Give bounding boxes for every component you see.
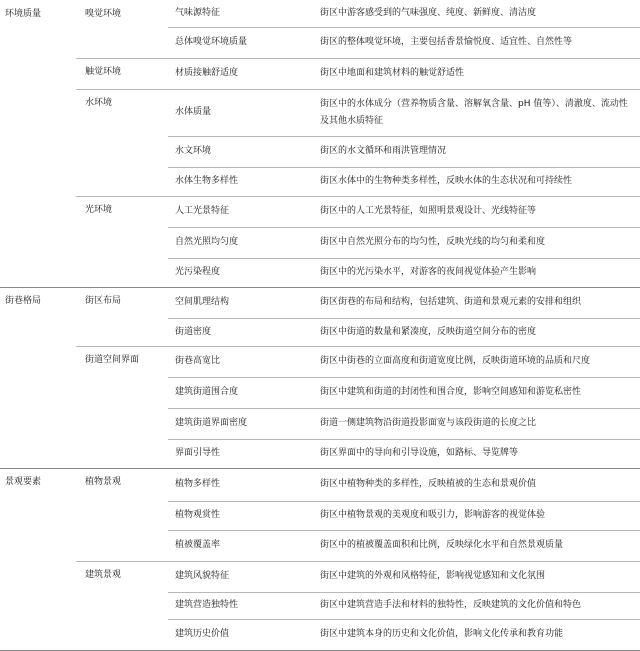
indicator-cell: 建筑街道围合度 [175,387,239,397]
indicator-cell: 气味源特征 [175,8,221,18]
subcategory-cell: 嗅觉环境 [85,9,122,19]
table-row [0,439,640,468]
category-cell: 景观要素 [5,477,42,487]
description-cell: 街区中建筑的外观和风格特征，影响视觉感知和文化氛围 [320,571,546,581]
table-row [0,592,640,619]
indicator-cell: 光污染程度 [175,267,221,277]
indicator-cell: 水体生物多样性 [175,176,239,186]
table-row [0,318,640,346]
subcategory-cell: 水环境 [85,98,113,108]
description-cell: 街区中街巷的立面高度和街道宽度比例，反映街道环境的品质和尺度 [320,356,591,366]
indicator-cell: 空间肌理结构 [175,297,230,307]
description-cell: 街区中的植被覆盖面积和比例，反映绿化水平和自然景观质量 [320,540,564,550]
subcategory-cell: 街道空间界面 [85,355,140,365]
indicator-cell: 植被覆盖率 [175,540,221,550]
indicator-cell: 材质接触舒适度 [175,68,239,78]
table-row [0,501,640,530]
table-row [0,0,640,27]
indicator-cell: 总体嗅觉环境质量 [175,37,248,47]
description-cell: 街区界面中的导向和引导设施，如路标、导览牌等 [320,448,519,458]
description-cell: 街区街巷的布局和结构，包括建筑、街道和景观元素的安排和组织 [320,297,582,307]
table-row [0,58,640,89]
indicator-cell: 街道密度 [175,326,212,337]
description-cell: 街区的整体嗅觉环境，主要包括香景愉悦度、适宜性、自然性等 [320,37,573,47]
table-row [0,287,640,318]
table-row [0,136,640,167]
description-cell: 街区的水文循环和雨洪管理情况 [320,146,447,156]
table-row [0,346,640,377]
subcategory-cell: 光环境 [85,205,113,215]
table-row [0,468,640,501]
table-row [0,530,640,561]
table-row [0,377,640,408]
table-row [0,408,640,439]
indicator-cell: 水文环境 [175,146,212,156]
description-cell: 街区中的水体成分（营养物质含量、溶解氧含量、pH 值等）、清澈度、流动性及其他水质特征 [320,98,628,126]
indicator-cell: 水体质量 [175,107,212,117]
indicator-cell: 建筑营造独特性 [175,600,239,610]
description-cell: 街区水体中的生物种类多样性，反映水体的生态状况和可持续性 [320,176,573,186]
indicator-cell: 自然光照均匀度 [175,237,239,247]
table-row [0,258,640,287]
subcategory-cell: 触觉环境 [85,67,122,77]
table-row [0,89,640,136]
description-cell: 街区中植物景观的美观度和吸引力，影响游客的视觉体验 [320,510,546,520]
subcategory-cell: 植物景观 [85,477,122,487]
table-row [0,27,640,58]
indicator-cell: 建筑街道界面密度 [175,418,248,428]
description-cell: 街区中建筑和街道的封闭性和围合度，影响空间感知和游览私密性 [320,387,582,397]
description-cell: 街区中的光污染水平，对游客的夜间视觉体验产生影响 [320,267,537,277]
indicator-cell: 建筑历史价值 [175,629,230,639]
indicator-cell: 人工光景特征 [175,206,230,216]
table-row [0,196,640,227]
category-cell: 环境质量 [5,9,42,19]
description-cell: 街区中植物种类的多样性，反映植被的生态和景观价值 [320,479,537,489]
table-row [0,167,640,196]
description-cell: 街区中自然光照分布的均匀性，反映光线的均匀和柔和度 [320,237,546,247]
description-cell: 街区中建筑营造手法和材料的独特性，反映建筑的文化价值和特色 [320,600,582,610]
indicator-cell: 植物多样性 [175,479,221,489]
subcategory-cell: 街区布局 [85,296,122,306]
table-row [0,561,640,592]
subcategory-cell: 建筑景观 [85,570,122,580]
table-row [0,227,640,258]
description-cell: 街道一侧建筑物沿街道投影面宽与该段街道的长度之比 [320,418,537,428]
description-cell: 街区中的人工光景特征，如照明景观设计、光线特征等 [320,206,537,216]
description-cell: 街区中街道的数量和紧凑度，反映街道空间分布的密度 [320,326,537,337]
category-cell: 街巷格局 [5,296,42,306]
description-cell: 街区中建筑本身的历史和文化价值，影响文化传承和教育功能 [320,629,564,639]
indicator-cell: 建筑风貌特征 [175,571,230,581]
description-cell: 街区中地面和建筑材料的触觉舒适性 [320,68,465,78]
indicator-cell: 界面引导性 [175,448,221,458]
indicator-cell: 植物观赏性 [175,510,221,520]
description-cell: 街区中游客感受到的气味强度、纯度、新鲜度、清洁度 [320,8,537,18]
indicator-cell: 街巷高宽比 [175,356,221,366]
